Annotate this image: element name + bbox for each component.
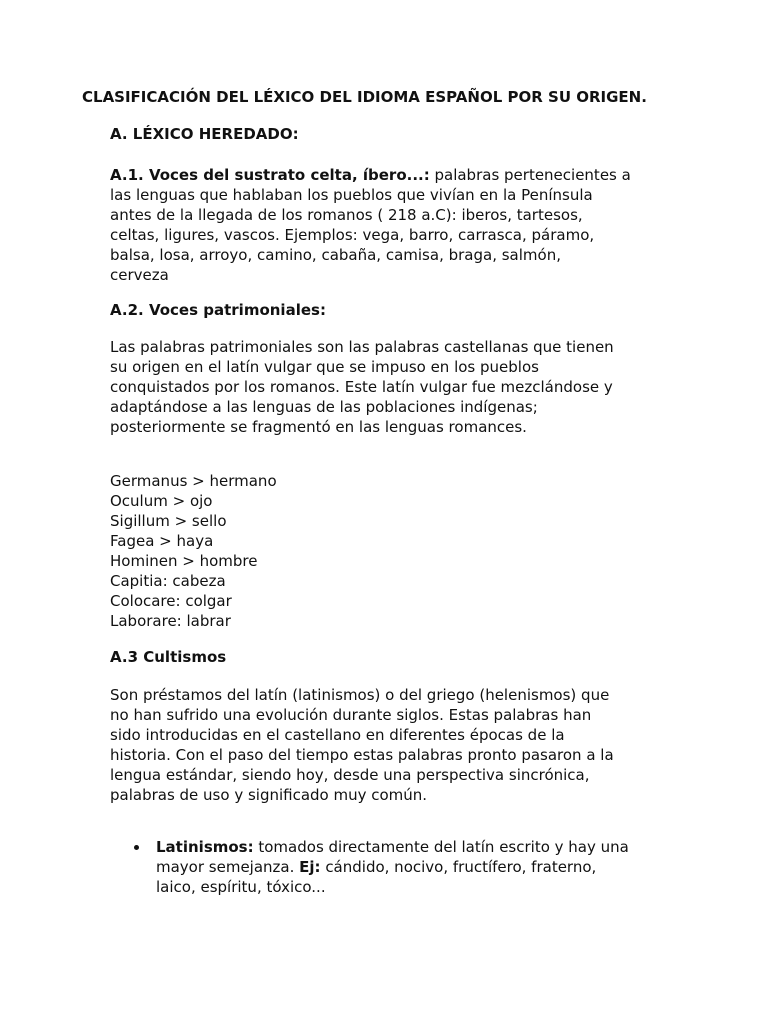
a1-paragraph: [110, 165, 670, 285]
bullet-line: [156, 837, 674, 857]
example-item: Colocare: colgar: [110, 592, 232, 610]
a1-line: [110, 165, 670, 185]
a2-line: adaptándose a las lenguas de las poblaciones indígenas;: [110, 398, 538, 416]
a2-line: posteriormente se fragmentó en las lenguas romances.: [110, 418, 527, 436]
bullet-line-text: mayor semejanza.: [156, 858, 300, 876]
a3-heading: A.3 Cultismos: [110, 648, 227, 666]
example-item: Sigillum > sello: [110, 512, 227, 530]
a1-line: las lenguas que hablaban los pueblos que vivían en la Península: [110, 186, 593, 204]
a1-line: celtas, ligures, vascos. Ejemplos: vega, barro, carrasca, páramo,: [110, 226, 595, 244]
bullet-line: laico, espíritu, tóxico...: [156, 878, 326, 896]
document-title: CLASIFICACIÓN DEL LÉXICO DEL IDIOMA ESPAÑOL POR SU ORIGEN.: [82, 88, 647, 106]
a2-examples-list: [110, 471, 670, 631]
a1-line-text: palabras pertenecientes a: [429, 166, 631, 184]
example-item: Hominen > hombre: [110, 552, 258, 570]
example-item: Oculum > ojo: [110, 492, 213, 510]
a1-line: antes de la llegada de los romanos ( 218 a.C): iberos, tartesos,: [110, 206, 583, 224]
example-item: Laborare: labrar: [110, 612, 231, 630]
a3-line: sido introducidas en el castellano en diferentes épocas de la: [110, 726, 565, 744]
latinismos-term: Latinismos: [156, 838, 248, 856]
a1-line: cerveza: [110, 266, 169, 284]
example-item: Capitia: cabeza: [110, 572, 226, 590]
ej-label: Ej:: [299, 858, 321, 876]
a3-line: historia. Con el paso del tiempo estas palabras pronto pasaron a la: [110, 746, 614, 764]
a2-line: Las palabras patrimoniales son las palabras castellanas que tienen: [110, 338, 614, 356]
bullet-line-text: cándido, nocivo, fructífero, fraterno,: [320, 858, 597, 876]
bullet-dot-icon: [134, 845, 139, 850]
bullet-line-text: tomados directamente del latín escrito y hay una: [253, 838, 629, 856]
a3-paragraph: [110, 685, 670, 805]
bullet-line: [156, 857, 674, 877]
a2-paragraph: [110, 337, 670, 437]
latinismos-bullet-item: [134, 837, 674, 897]
a2-line: su origen en el latín vulgar que se impuso en los pueblos: [110, 358, 539, 376]
example-item: Germanus > hermano: [110, 472, 277, 490]
a1-lead: A.1. Voces del sustrato celta, íbero...:: [110, 166, 430, 184]
a2-line: conquistados por los romanos. Este latín vulgar fue mezclándose y: [110, 378, 613, 396]
a3-line: palabras de uso y significado muy común.: [110, 786, 428, 804]
bullet-text: [156, 837, 674, 897]
a3-line: no han sufrido una evolución durante siglos. Estas palabras han: [110, 706, 592, 724]
a2-heading: A.2. Voces patrimoniales:: [110, 301, 326, 319]
latinismos-colon: :: [247, 838, 254, 856]
a3-line: lengua estándar, siendo hoy, desde una perspectiva sincrónica,: [110, 766, 590, 784]
example-item: Fagea > haya: [110, 532, 214, 550]
section-a-heading: A. LÉXICO HEREDADO:: [110, 125, 299, 143]
a3-line: Son préstamos del latín (latinismos) o del griego (helenismos) que: [110, 686, 610, 704]
a1-line: balsa, losa, arroyo, camino, cabaña, camisa, braga, salmón,: [110, 246, 561, 264]
